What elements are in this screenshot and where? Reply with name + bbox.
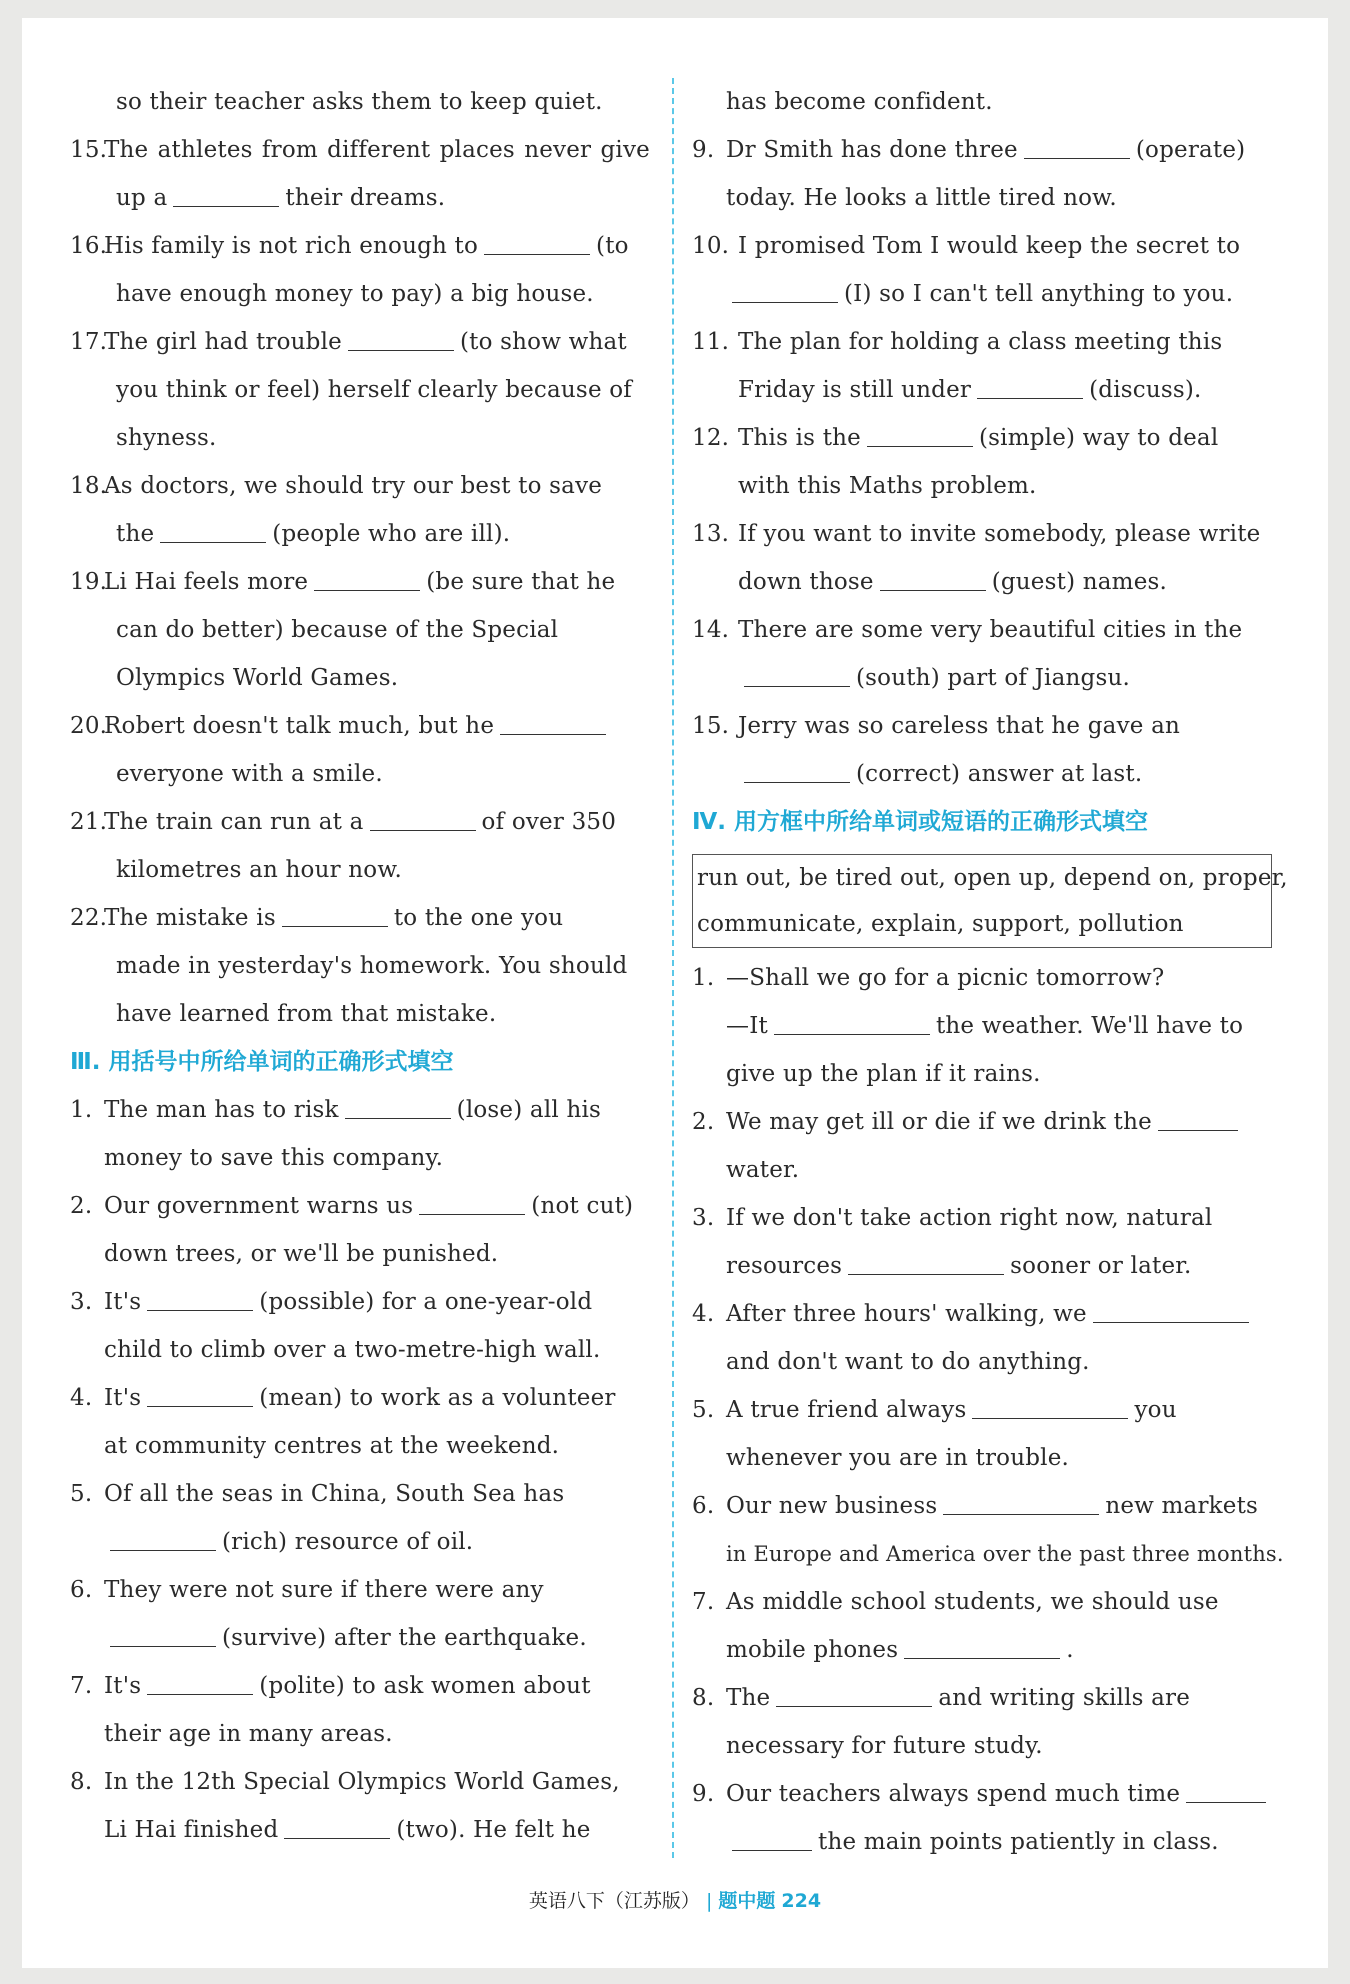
footer-subject: 英语八下（江苏版） (528, 1890, 700, 1912)
text-line: at community centres at the weekend. (104, 1433, 560, 1459)
left-column (70, 78, 650, 1854)
answer-blank[interactable] (1158, 1104, 1238, 1131)
text-line: you think or feel) herself clearly because of (116, 377, 633, 403)
question-14: 14. There are some very beautiful cities in the (692, 617, 1243, 643)
question-16: 16.His family is not rich enough to (to (70, 222, 650, 270)
text-line: down trees, or we'll be punished. (104, 1241, 499, 1267)
text-line: with this Maths problem. (738, 473, 1037, 499)
answer-blank[interactable] (160, 516, 266, 543)
answer-blank[interactable] (904, 1632, 1060, 1659)
text-line: have learned from that mistake. (116, 1001, 497, 1027)
answer-blank[interactable] (147, 1668, 253, 1695)
answer-blank[interactable] (977, 372, 1083, 399)
answer-blank[interactable] (867, 420, 973, 447)
answer-blank[interactable] (744, 660, 850, 687)
text-line: kilometres an hour now. (116, 857, 403, 883)
s4-question-5: 5. A true friend always you (692, 1386, 1282, 1434)
text-line: —It the weather. We'll have to (692, 1002, 1282, 1050)
text-line: the main points patiently in class. (692, 1818, 1282, 1866)
s4-question-4: 4. After three hours' walking, we (692, 1290, 1282, 1338)
text-line: Friday is still under (discuss). (692, 366, 1282, 414)
s4-question-2: 2. We may get ill or die if we drink the (692, 1098, 1282, 1146)
answer-blank[interactable] (744, 756, 850, 783)
answer-blank[interactable] (282, 900, 388, 927)
question-18: 18.As doctors, we should try our best to save (70, 473, 603, 499)
text-line: can do better) because of the Special (116, 617, 559, 643)
text-line: made in yesterday's homework. You should (116, 953, 628, 979)
answer-blank[interactable] (110, 1524, 216, 1551)
question-19: 19.Li Hai feels more (be sure that he (70, 558, 650, 606)
text-line: Li Hai finished (two). He felt he (70, 1806, 650, 1854)
answer-blank[interactable] (774, 1008, 930, 1035)
answer-blank[interactable] (972, 1392, 1128, 1419)
worksheet-page (22, 18, 1328, 1968)
text-line: resources sooner or later. (692, 1242, 1282, 1290)
text-line: mobile phones . (692, 1626, 1282, 1674)
answer-blank[interactable] (732, 276, 838, 303)
question-9: 9. Dr Smith has done three (operate) (692, 126, 1282, 174)
s3-question-3: 3. It's (possible) for a one-year-old (70, 1278, 650, 1326)
text-line: the (people who are ill). (70, 510, 650, 558)
s3-question-4: 4. It's (mean) to work as a volunteer (70, 1374, 650, 1422)
s4-question-8: 8. The and writing skills are (692, 1674, 1282, 1722)
text-line: necessary for future study. (726, 1733, 1043, 1759)
footer-separator: | (705, 1890, 713, 1912)
text-line: Olympics World Games. (116, 665, 399, 691)
answer-blank[interactable] (345, 1092, 451, 1119)
s3-question-8: 8. In the 12th Special Olympics World Games, (70, 1769, 620, 1795)
s3-question-7: 7. It's (polite) to ask women about (70, 1662, 650, 1710)
answer-blank[interactable] (500, 708, 606, 735)
question-15: 15.The athletes from different places never give (70, 137, 650, 163)
s3-question-6: 6. They were not sure if there were any (70, 1577, 544, 1603)
answer-blank[interactable] (776, 1680, 932, 1707)
question-21: 21.The train can run at a of over 350 (70, 798, 650, 846)
text-line: have enough money to pay) a big house. (116, 281, 594, 307)
question-17: 17.The girl had trouble (to show what (70, 318, 650, 366)
text-line: so their teacher asks them to keep quiet. (116, 89, 603, 115)
text-line: whenever you are in trouble. (726, 1445, 1070, 1471)
answer-blank[interactable] (943, 1488, 1099, 1515)
answer-blank[interactable] (284, 1812, 390, 1839)
text-line: their age in many areas. (104, 1721, 393, 1747)
page-footer (22, 1886, 1328, 1913)
text-line: and don't want to do anything. (726, 1349, 1090, 1375)
text-line: (south) part of Jiangsu. (692, 654, 1282, 702)
s4-question-6: 6. Our new business new markets (692, 1482, 1282, 1530)
page-number: 224 (781, 1890, 822, 1912)
answer-blank[interactable] (419, 1188, 525, 1215)
right-column (692, 78, 1288, 1866)
question-11: 11. The plan for holding a class meeting this (692, 329, 1223, 355)
answer-blank[interactable] (732, 1824, 812, 1851)
s4-question-9: 9. Our teachers always spend much time (692, 1770, 1282, 1818)
answer-blank[interactable] (848, 1248, 1004, 1275)
s4-question-7: 7. As middle school students, we should use (692, 1589, 1219, 1615)
column-divider (672, 78, 674, 1858)
text-line: child to climb over a two-metre-high wall. (104, 1337, 601, 1363)
answer-blank[interactable] (484, 228, 590, 255)
answer-blank[interactable] (314, 564, 420, 591)
question-22: 22.The mistake is to the one you (70, 894, 650, 942)
text-line: up a their dreams. (70, 174, 650, 222)
text-line: give up the plan if it rains. (726, 1061, 1041, 1087)
text-line: everyone with a smile. (116, 761, 383, 787)
answer-blank[interactable] (173, 180, 279, 207)
text-line: (I) so I can't tell anything to you. (692, 270, 1282, 318)
text-line: water. (726, 1157, 800, 1183)
answer-blank[interactable] (1186, 1776, 1266, 1803)
text-line: in Europe and America over the past three months. (726, 1542, 1284, 1566)
s3-question-2: 2. Our government warns us (not cut) (70, 1182, 650, 1230)
s4-question-1: 1. —Shall we go for a picnic tomorrow? (692, 965, 1165, 991)
text-line: shyness. (116, 425, 217, 451)
text-line: (survive) after the earthquake. (70, 1614, 650, 1662)
text-line: (rich) resource of oil. (70, 1518, 650, 1566)
question-13: 13. If you want to invite somebody, please write (692, 521, 1261, 547)
question-20: 20.Robert doesn't talk much, but he (70, 702, 650, 750)
text-line: down those (guest) names. (692, 558, 1282, 606)
word-box-line: communicate, explain, support, pollution (697, 911, 1184, 937)
answer-blank[interactable] (370, 804, 476, 831)
section-3-title: Ⅲ. 用括号中所给单词的正确形式填空 (70, 1049, 454, 1075)
section-4-title: Ⅳ. 用方框中所给单词或短语的正确形式填空 (692, 809, 1149, 835)
answer-blank[interactable] (348, 324, 454, 351)
answer-blank[interactable] (1093, 1296, 1249, 1323)
s4-question-3: 3. If we don't take action right now, natural (692, 1205, 1213, 1231)
word-box (692, 854, 1288, 948)
answer-blank[interactable] (110, 1620, 216, 1647)
question-10: 10. I promised Tom I would keep the secret to (692, 233, 1241, 259)
text-line: today. He looks a little tired now. (726, 185, 1117, 211)
text-line: (correct) answer at last. (692, 750, 1282, 798)
text-line: has become confident. (726, 89, 993, 115)
answer-blank[interactable] (147, 1284, 253, 1311)
question-15-right: 15. Jerry was so careless that he gave an (692, 713, 1181, 739)
footer-brand: 题中题 (718, 1890, 776, 1912)
answer-blank[interactable] (1024, 132, 1130, 159)
word-box-line: run out, be tired out, open up, depend on, proper, (697, 865, 1288, 891)
answer-blank[interactable] (880, 564, 986, 591)
text-line: money to save this company. (104, 1145, 444, 1171)
question-12: 12. This is the (simple) way to deal (692, 414, 1282, 462)
answer-blank[interactable] (147, 1380, 253, 1407)
s3-question-5: 5. Of all the seas in China, South Sea has (70, 1481, 565, 1507)
s3-question-1: 1. The man has to risk (lose) all his (70, 1086, 650, 1134)
